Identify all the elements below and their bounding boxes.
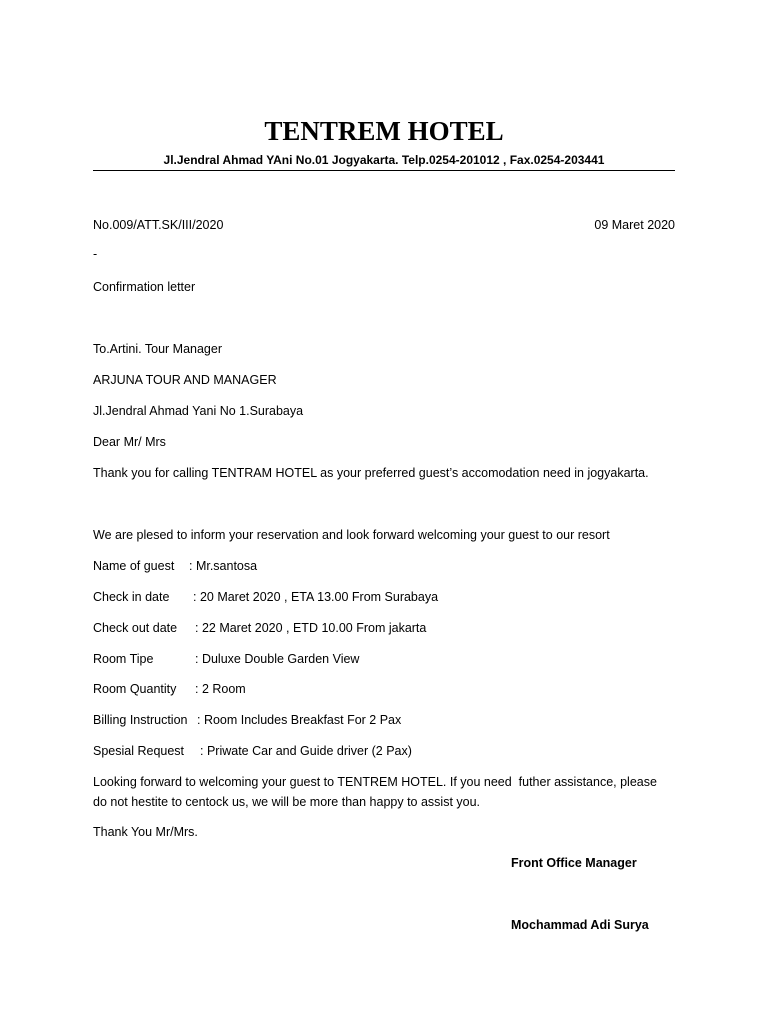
detail-special-request: [93, 744, 412, 758]
detail-label: Billing Instruction: [93, 713, 188, 727]
inform-paragraph: We are plesed to inform your reservation and look forward welcoming your guest to our resort: [93, 528, 610, 542]
detail-value: : Mr.santosa: [189, 559, 258, 573]
recipient-company: ARJUNA TOUR AND MANAGER: [93, 373, 277, 387]
detail-label: Check out date: [93, 621, 178, 635]
detail-room-quantity: [93, 682, 246, 696]
hotel-address: Jl.Jendral Ahmad YAni No.01 Jogyakarta. Telp.0254-201012 , Fax.0254-203441: [163, 153, 605, 167]
thanks-line: Thank You Mr/Mrs.: [93, 825, 198, 839]
detail-label: Check in date: [93, 590, 170, 604]
detail-label: Spesial Request: [93, 744, 185, 758]
detail-guest: [93, 559, 257, 573]
header-divider: [93, 170, 675, 171]
intro-paragraph: Thank you for calling TENTRAM HOTEL as your preferred guest’s accomodation need in jogyakarta.: [93, 466, 649, 480]
detail-room-type: [93, 652, 359, 666]
hotel-name: TENTREM HOTEL: [264, 116, 504, 146]
salutation: Dear Mr/ Mrs: [93, 435, 166, 449]
detail-value: : Priwate Car and Guide driver (2 Pax): [200, 744, 412, 758]
detail-label: Name of guest: [93, 559, 175, 573]
closing-line-1: Looking forward to welcoming your guest to TENTREM HOTEL. If you need futher assistance, please: [93, 775, 657, 789]
signature-name: Mochammad Adi Surya: [511, 918, 649, 932]
detail-label: Room Tipe: [93, 652, 154, 666]
detail-value: : 20 Maret 2020 , ETA 13.00 From Surabaya: [193, 590, 439, 604]
signature-title: Front Office Manager: [511, 856, 637, 870]
recipient-address: Jl.Jendral Ahmad Yani No 1.Surabaya: [93, 404, 304, 418]
stray-mark: -: [93, 247, 98, 261]
detail-label: Room Quantity: [93, 682, 177, 696]
detail-checkin: [93, 590, 438, 604]
letter-date: 09 Maret 2020: [594, 218, 675, 232]
detail-checkout: [93, 621, 426, 635]
reference-number: No.009/ATT.SK/III/2020: [93, 218, 224, 232]
detail-billing: [93, 713, 401, 727]
detail-value: : Duluxe Double Garden View: [195, 652, 360, 666]
recipient-to: To.Artini. Tour Manager: [93, 342, 222, 356]
letter-subject: Confirmation letter: [93, 280, 196, 294]
detail-value: : 2 Room: [195, 682, 246, 696]
detail-value: : 22 Maret 2020 , ETD 10.00 From jakarta: [195, 621, 427, 635]
detail-value: : Room Includes Breakfast For 2 Pax: [197, 713, 402, 727]
closing-line-2: do not hestite to centock us, we will be more than happy to assist you.: [93, 795, 481, 809]
